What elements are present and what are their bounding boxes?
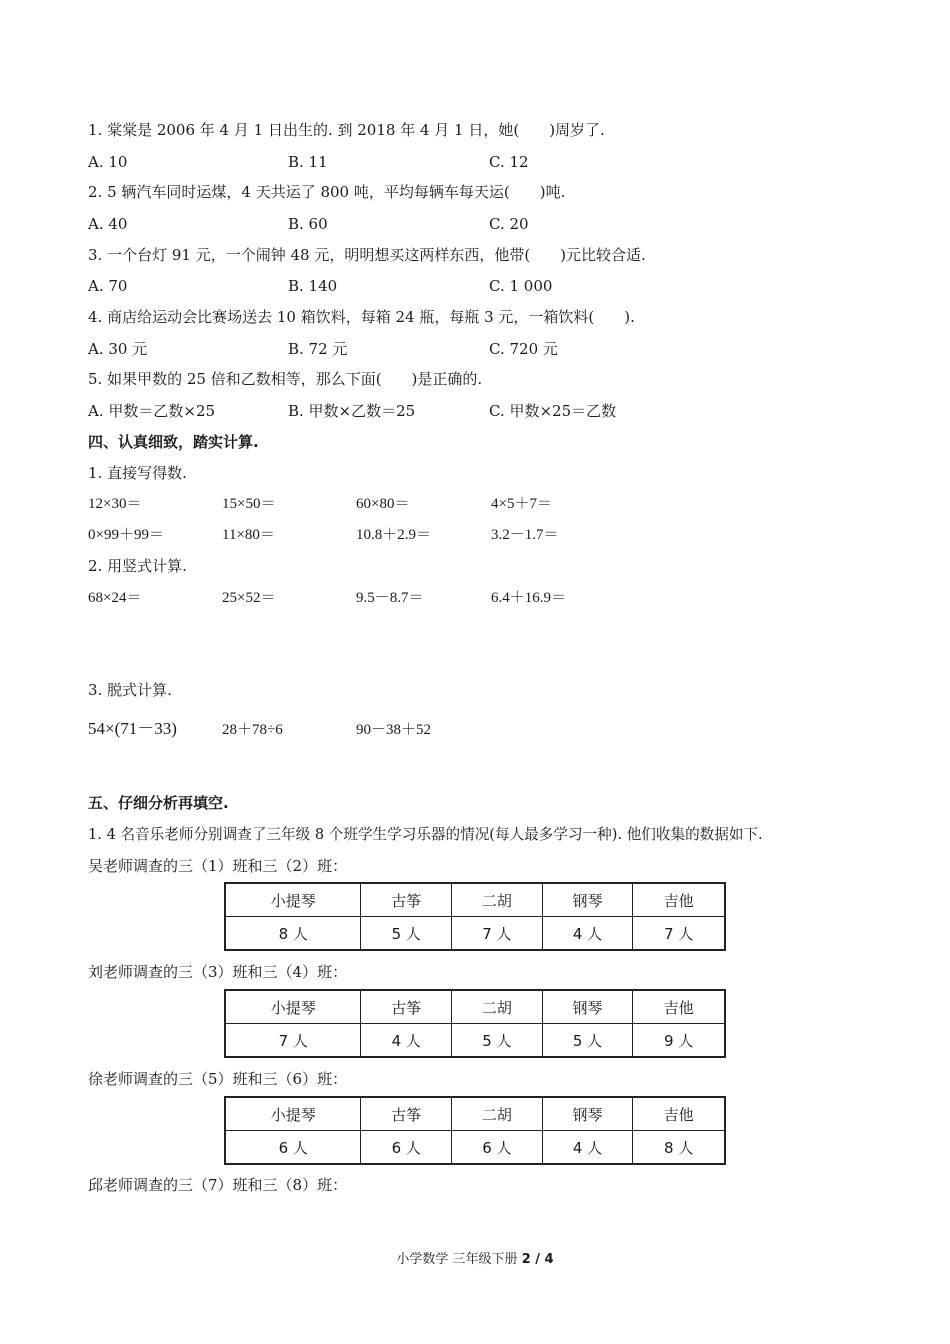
question-1: 1. 棠棠是 2006 年 4 月 1 日出生的. 到 2018 年 4 月 1 日，她( )周岁了. [88,121,605,139]
vertical-calc: 68×24＝ [88,590,142,606]
stepwise-calc: 28＋78÷6 [222,722,283,738]
count-cell: 7 人 [452,917,543,951]
count-cell: 6 人 [225,1131,361,1165]
stepwise-calc: 54×(71－33) [88,719,177,738]
survey-label-3: 徐老师调查的三（5）班和三（6）班： [88,1070,348,1088]
q1-option-b: B. 11 [288,153,328,171]
q5-option-a: A. 甲数＝乙数×25 [88,402,216,420]
vertical-calc: 6.4＋16.9＝ [491,590,567,606]
instrument-header: 小提琴 [225,883,361,917]
part2-title: 2. 用竖式计算. [88,557,187,575]
instrument-header: 古筝 [361,883,452,917]
count-cell: 9 人 [633,1024,725,1058]
instrument-header: 钢琴 [542,990,633,1024]
count-cell: 6 人 [361,1131,452,1165]
instrument-header: 吉他 [633,1097,725,1131]
vertical-calc: 25×52＝ [222,590,276,606]
count-cell: 7 人 [633,917,725,951]
survey-label-2: 刘老师调查的三（3）班和三（4）班： [88,963,348,981]
instrument-header: 古筝 [361,990,452,1024]
count-cell: 5 人 [361,917,452,951]
instrument-header: 二胡 [452,990,543,1024]
part1-title: 1. 直接写得数. [88,464,187,482]
instrument-header: 古筝 [361,1097,452,1131]
q1-option-c: C. 12 [489,153,529,171]
q2-option-a: A. 40 [88,215,128,233]
q3-option-a: A. 70 [88,277,128,295]
instrument-header: 二胡 [452,883,543,917]
question-4: 4. 商店给运动会比赛场送去 10 箱饮料，每箱 24 瓶，每瓶 3 元，一箱饮料( ). [88,308,635,326]
question-3: 3. 一个台灯 91 元，一个闹钟 48 元，明明想买这两样东西，他带( )元比较合适. [88,246,646,264]
survey-label-4: 邱老师调查的三（7）班和三（8）班： [88,1176,348,1194]
footer-subject: 小学数学 三年级下册 [396,1252,522,1267]
section-5-intro: 1. 4 名音乐老师分别调查了三年级 8 个班学生学习乐器的情况(每人最多学习一种). 他们收集的数据如下. [88,826,763,843]
count-cell: 4 人 [361,1024,452,1058]
oral-calc: 60×80＝ [356,496,410,512]
q4-option-c: C. 720 元 [489,340,558,358]
question-5: 5. 如果甲数的 25 倍和乙数相等，那么下面( )是正确的. [88,370,483,388]
stepwise-calc: 90－38＋52 [356,722,432,738]
instrument-header: 钢琴 [542,1097,633,1131]
page-number: 2 / 4 [521,1252,554,1267]
q2-option-c: C. 20 [489,215,529,233]
count-cell: 8 人 [633,1131,725,1165]
count-cell: 4 人 [542,917,633,951]
q4-option-a: A. 30 元 [88,340,148,358]
oral-calc: 10.8＋2.9＝ [356,527,432,543]
part3-title: 3. 脱式计算. [88,681,172,699]
survey-table-3 [224,1096,726,1165]
instrument-header: 小提琴 [225,1097,361,1131]
oral-calc: 12×30＝ [88,496,142,512]
instrument-header: 吉他 [633,990,725,1024]
q5-option-b: B. 甲数×乙数＝25 [288,402,416,420]
instrument-header: 吉他 [633,883,725,917]
oral-calc: 0×99＋99＝ [88,527,164,543]
oral-calc: 11×80＝ [222,527,275,543]
q3-option-b: B. 140 [288,277,338,295]
count-cell: 4 人 [542,1131,633,1165]
vertical-calc: 9.5－8.7＝ [356,590,424,606]
survey-table-1 [224,882,726,951]
count-cell: 8 人 [225,917,361,951]
count-cell: 7 人 [225,1024,361,1058]
q2-option-b: B. 60 [288,215,328,233]
count-cell: 5 人 [452,1024,543,1058]
oral-calc: 3.2－1.7＝ [491,527,559,543]
instrument-header: 钢琴 [542,883,633,917]
count-cell: 5 人 [542,1024,633,1058]
section-4-heading: 四、认真细致，踏实计算. [88,433,259,451]
q5-option-c: C. 甲数×25＝乙数 [489,402,617,420]
page-footer [0,1248,950,1267]
q1-option-a: A. 10 [88,153,128,171]
q4-option-b: B. 72 元 [288,340,348,358]
oral-calc: 15×50＝ [222,496,276,512]
instrument-header: 小提琴 [225,990,361,1024]
survey-table-2 [224,989,726,1058]
q3-option-c: C. 1 000 [489,277,553,295]
oral-calc: 4×5＋7＝ [491,496,552,512]
survey-label-1: 吴老师调查的三（1）班和三（2）班： [88,857,348,875]
instrument-header: 二胡 [452,1097,543,1131]
count-cell: 6 人 [452,1131,543,1165]
question-2: 2. 5 辆汽车同时运煤，4 天共运了 800 吨，平均每辆车每天运( )吨. [88,183,566,201]
section-5-heading: 五、仔细分析再填空. [88,794,229,812]
